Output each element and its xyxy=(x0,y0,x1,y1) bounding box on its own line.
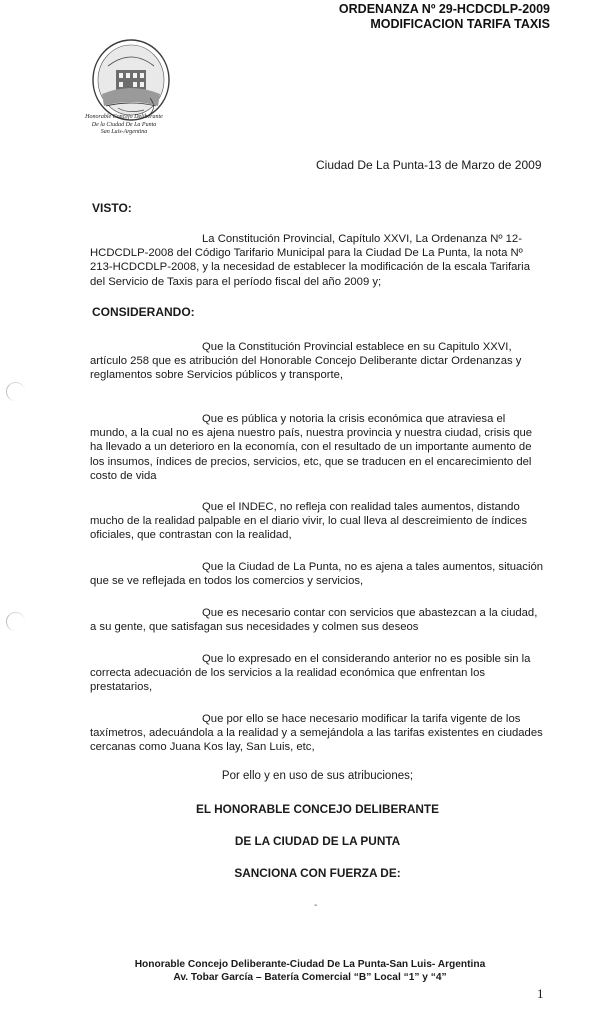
considerando-paragraph: Que la Constitución Provincial establece en su Capitulo XXVI, artículo 258 que es atribución del Honorable Concejo Deliberante dictar Ordenanzas y reglamentos sobre Servicios públicos y transporte, xyxy=(90,341,522,382)
ordinance-subject: MODIFICACION TARIFA TAXIS xyxy=(370,17,550,31)
separator-mark: - xyxy=(314,900,318,911)
considerando-paragraph: Que lo expresado en el considerando anterior no es posible sin la correcta adecuación de los servicios a la realidad económica que enfrentan los prestatarios, xyxy=(90,653,531,694)
logo-caption xyxy=(78,114,170,137)
visto-paragraph: La Constitución Provincial, Capítulo XXVI, La Ordenanza Nº 12-HCDCDLP-2008 del Código Tarifario Municipal para la Ciudad De La Punta, la nota Nº 213-HCDCDLP-2008, y la necesidad de establecer la modificación de la escala Tarifaria del Servicio de Taxis para el período fiscal del año 2009 y; xyxy=(90,233,530,288)
punch-hole-mark xyxy=(6,612,25,631)
ordinance-number: ORDENANZA Nº 29-HCDCDLP-2009 xyxy=(338,2,550,16)
visto-heading: VISTO: xyxy=(92,201,132,215)
resolution-body-line: SANCIONA CON FUERZA DE: xyxy=(234,866,401,880)
considerando-paragraph: Que por ello se hace necesario modificar la tarifa vigente de los taxímetros, adecuándola a la realidad y a semejándola a las tarifas existentes en ciudades cercanas como Juana Kos lay, San Luis, etc, xyxy=(90,713,543,754)
logo-caption-line: Honorable Concejo Deliberante xyxy=(85,114,163,120)
considerando-paragraph: Que es pública y notoria la crisis económica que atraviesa el mundo, a la cual no es ajena nuestro país, nuestra provincia y nuestra ciudad, crisis que ha llevado a un deterioro en la economía, con el resultado de un importante aumento de los insumos, índices de precios, servicios, etc, que se traducen en el encarecimiento del costo de vida xyxy=(90,413,533,482)
resolution-body-line: EL HONORABLE CONCEJO DELIBERANTE xyxy=(196,802,439,816)
footer-line: Honorable Concejo Deliberante-Ciudad De La Punta-San Luis- Argentina xyxy=(134,959,486,970)
page-footer xyxy=(60,958,560,984)
punch-hole-mark xyxy=(6,382,25,401)
logo-caption-line: De la Ciudad De La Punta xyxy=(91,121,157,128)
considerando-heading: CONSIDERANDO: xyxy=(92,305,195,319)
logo-caption-line: San Luis-Argentina xyxy=(100,129,148,135)
considerando-paragraph: Que el INDEC, no refleja con realidad tales aumentos, distando mucho de la realidad palpable en el diario vivir, lo cual lleva al descreimiento de índices oficiales, que contrastan con la realidad, xyxy=(90,501,528,542)
considerando-paragraph: Que la Ciudad de La Punta, no es ajena a tales aumentos, situación que se ve reflejada en todos los comercios y servicios, xyxy=(90,561,544,588)
page-number: 1 xyxy=(537,986,544,1001)
footer-line: Av. Tobar García – Batería Comercial “B” Local “1” y “4” xyxy=(173,972,447,983)
document-date: Ciudad De La Punta-13 de Marzo de 2009 xyxy=(316,158,542,172)
closing-intro: Por ello y en uso de sus atribuciones; xyxy=(221,770,414,782)
resolution-body-line: DE LA CIUDAD DE LA PUNTA xyxy=(234,834,401,848)
ordinance-header xyxy=(339,2,550,32)
considerando-paragraph: Que es necesario contar con servicios que abastezcan a la ciudad, a su gente, que satisfagan sus necesidades y colmen sus deseos xyxy=(90,607,538,634)
